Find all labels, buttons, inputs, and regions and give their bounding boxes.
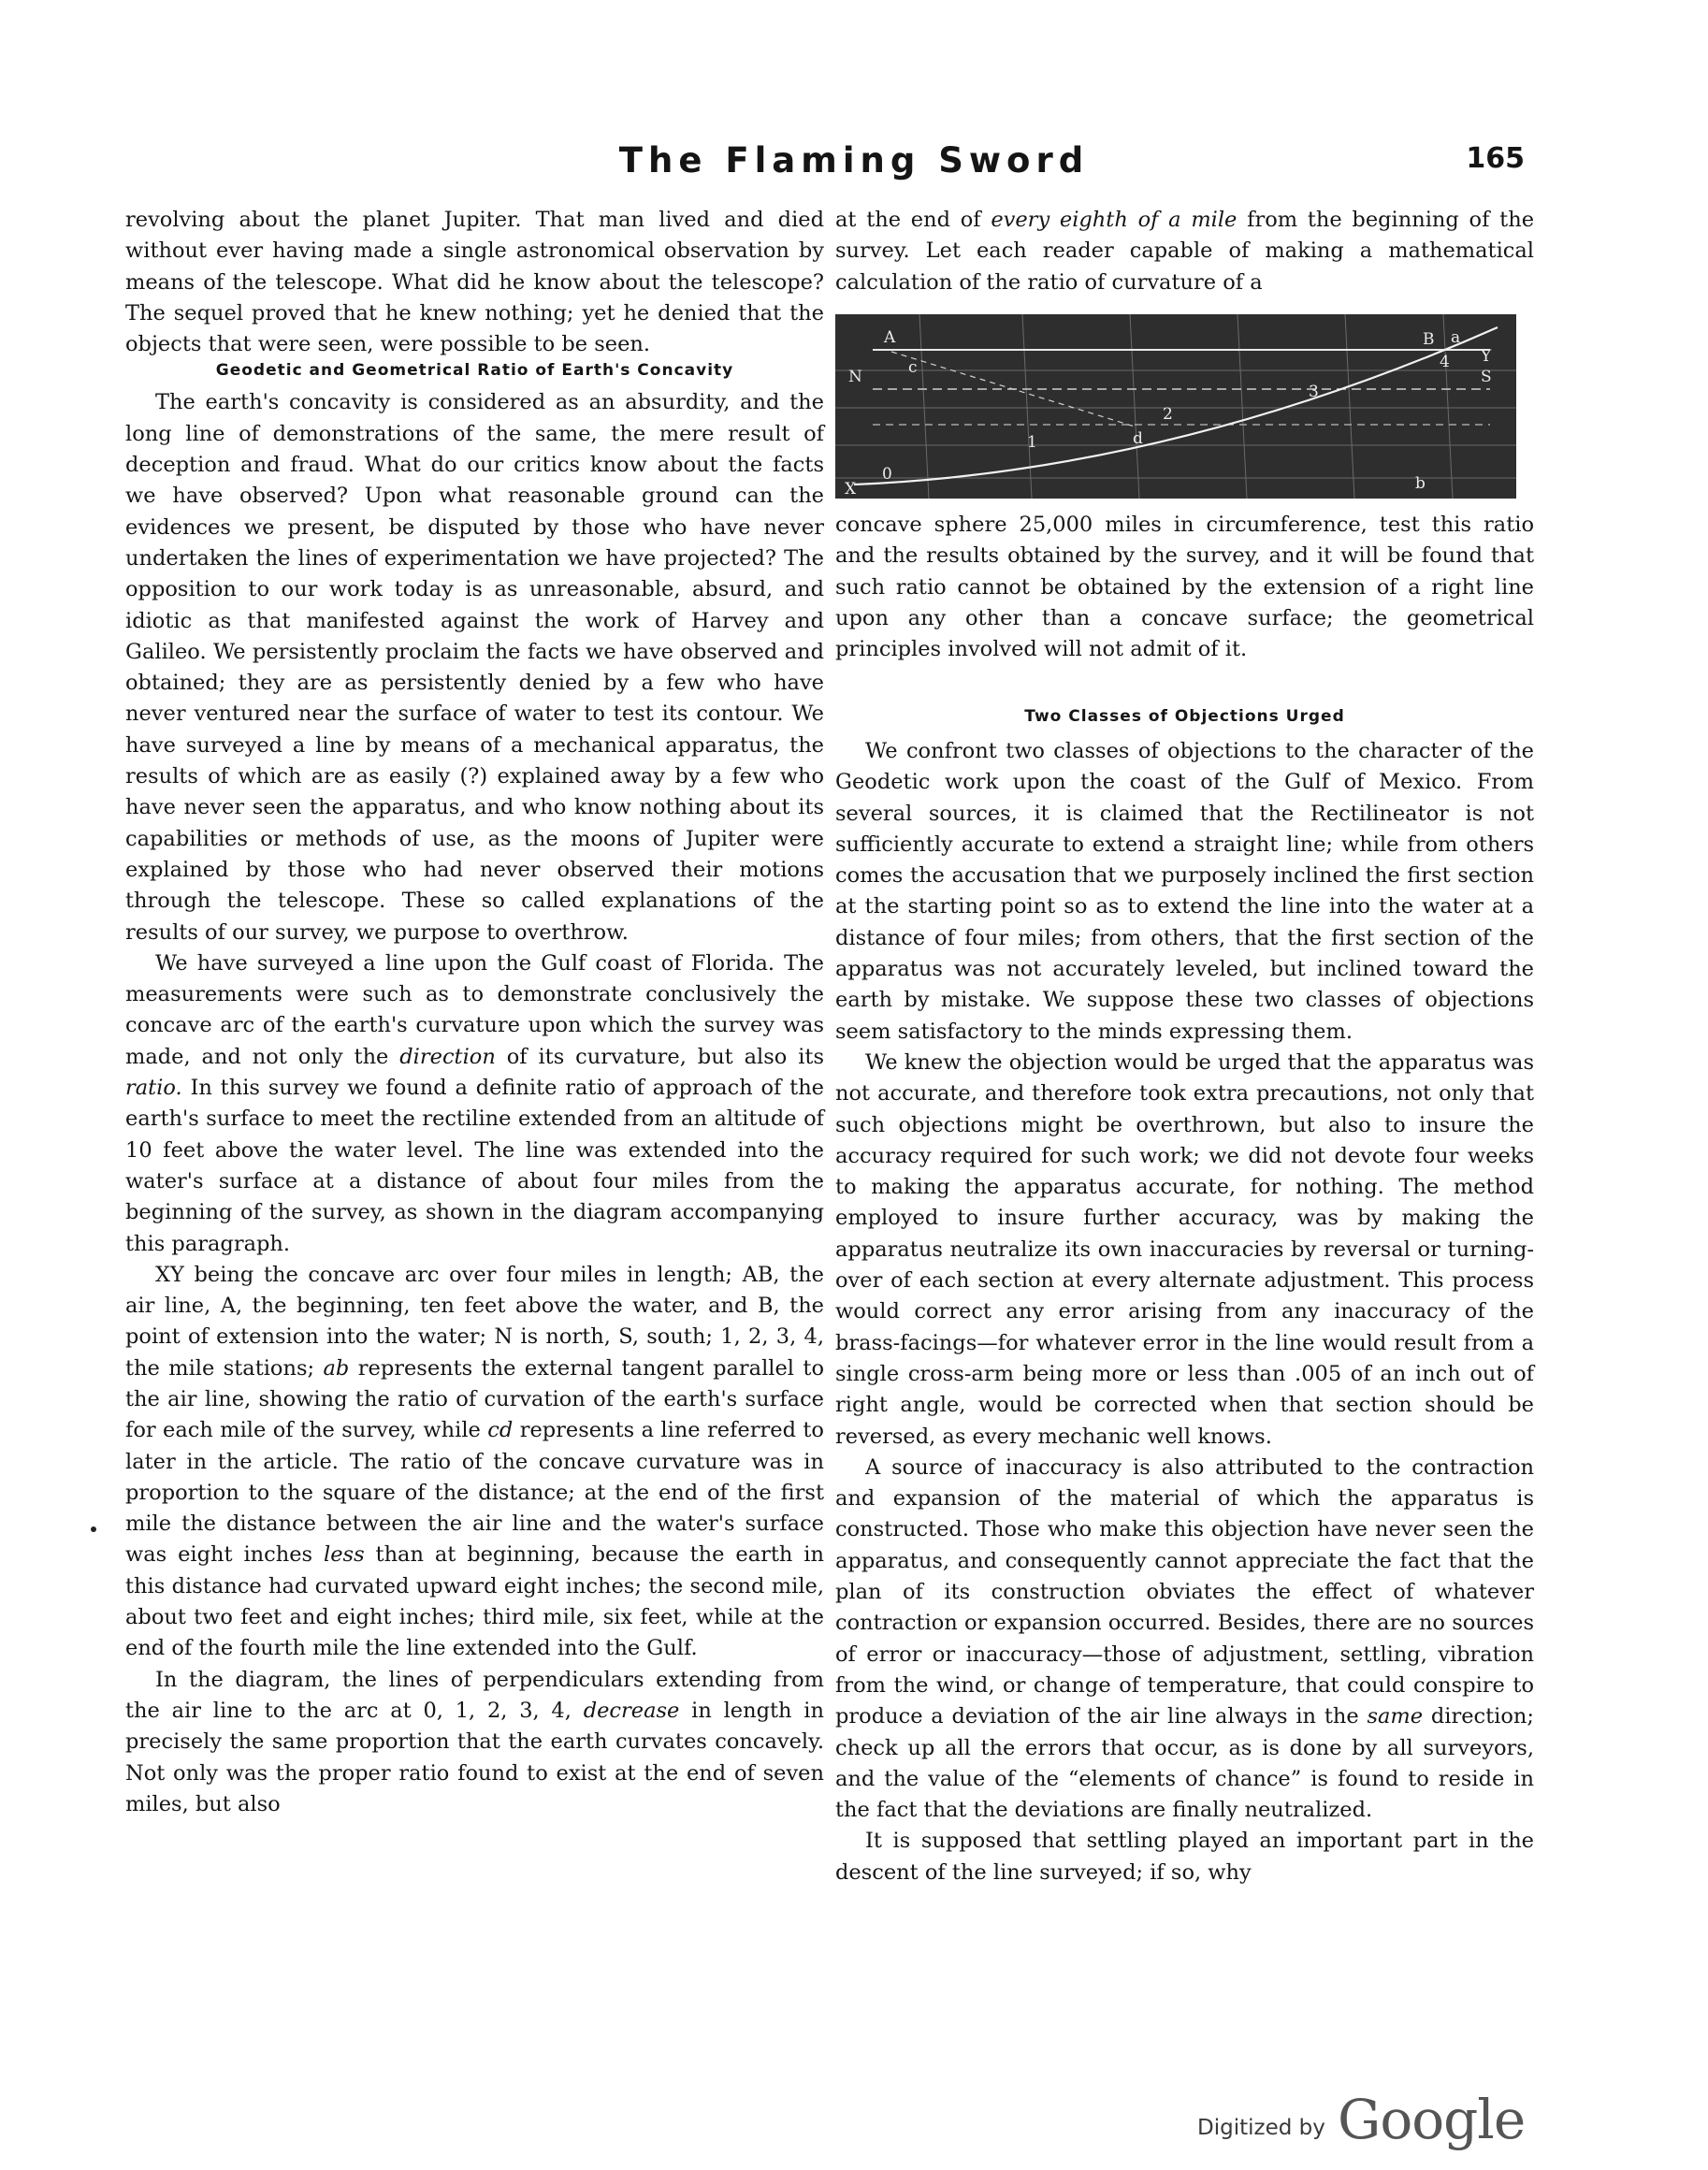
label-b-small: b bbox=[1415, 474, 1426, 493]
left-paragraph-4: In the diagram, the lines of perpendiculars extending from the air line to the arc at 0, 1, 2, 3, 4, decrease in length in precisely the same proportion that the earth curvates concavely. Not only was the proper ratio found to exist at the end of seven miles, but also bbox=[125, 1667, 824, 1816]
digitized-by-label: Digitized by bbox=[1197, 2116, 1325, 2140]
left-intro-paragraph: revolving about the planet Jupiter. That man lived and died without ever having made a single astronomical observation by means of the telescope. What did he know about the telescope? The sequel proved that he knew nothing; yet he denied that the objects that were seen, were possible to be seen. bbox=[125, 208, 824, 357]
label-y: Y bbox=[1481, 347, 1492, 366]
right-paragraph-4: It is supposed that settling played an important part in the descent of the line surveyed; if so, why bbox=[835, 1829, 1534, 1885]
section-heading-concavity: Geodetic and Geometrical Ratio of Earth's Concavity bbox=[215, 361, 734, 381]
right-column-bottom bbox=[835, 699, 1534, 1888]
survey-diagram bbox=[835, 314, 1516, 499]
right-paragraph-1: We confront two classes of objections to the character of the Geodetic work upon the coast of the Gulf of Mexico. From several sources, it is claimed that the Rectilineator is not sufficiently accurate to extend a straight line; while from others comes the accusation that we purposely inclined the first section at the starting point so as to extend the line into the water at a distance of four miles; from others, that the first section of the apparatus was not accurately leveled, but inclined toward the earth by mistake. We suppose these two classes of objections seem satisfactory to the minds expressing them. bbox=[835, 739, 1534, 1044]
label-a: A bbox=[884, 328, 896, 347]
label-a-small: a bbox=[1451, 328, 1461, 347]
left-paragraph-3: XY being the concave arc over four miles in length; AB, the air line, A, the beginning, ten feet above the water, and B, the point of extension into the water; N is north, S, south; 1, 2, 3, 4, the mile stations; ab represents the external tangent parallel to the air line, showing the ratio of curvation of the earth's surface for each mile of the survey, while cd represents a line referred to later in the article. The ratio of the concave curvature was in proportion to the square of the distance; at the end of the first mile the distance between the air line and the water's surface was eight inches less than at beginning, because the earth in this distance had curvated upward eight inches; the second mile, about two feet and eight inches; third mile, six feet, while at the end of the fourth mile the line extended into the Gulf. bbox=[125, 1262, 824, 1661]
right-paragraph-2: We knew the objection would be urged that the apparatus was not accurate, and therefore took extra precautions, not only that such objections might be overthrown, but also to insure the accuracy required for such work; we did not devote four weeks to making the apparatus accurate, for nothing. The method employed to insure further accuracy, was by making the apparatus neutralize its own inaccuracies by reversal or turning-over of each section at every alternate adjustment. This process would correct any error arising from any inaccuracy of the brass-facings—for whatever error in the line would result from a single cross-arm being more or less than .005 of an inch out of right angle, would be corrected when that section should be reversed, as every mechanic well knows. bbox=[835, 1049, 1534, 1449]
left-column bbox=[125, 205, 824, 1820]
label-three: 3 bbox=[1309, 383, 1319, 401]
right-column-top bbox=[835, 205, 1534, 298]
label-n: N bbox=[848, 368, 862, 386]
digitized-watermark bbox=[1197, 2088, 1534, 2151]
label-zero: 0 bbox=[882, 465, 892, 484]
right-column-mid bbox=[835, 510, 1534, 665]
right-top-paragraph: at the end of every eighth of a mile from the beginning of the survey. Let each reader capable of making a mathematical calculation of the ratio of curvature of a bbox=[835, 208, 1535, 295]
label-one: 1 bbox=[1027, 433, 1037, 452]
running-head-title: The Flaming Sword bbox=[618, 140, 1090, 181]
survey-diagram-svg bbox=[835, 314, 1516, 499]
left-paragraph-1: The earth's concavity is considered as an absurdity, and the long line of demonstrations of the same, the mere result of deception and fraud. What do our critics know about the facts we have observed? Upon what reasonable ground can the evidences we present, be disputed by those who have never undertaken the lines of experimentation we have projected? The opposition to our work today is as unreasonable, absurd, and idiotic as that manifested against the work of Harvey and Galileo. We persistently proclaim the facts we have observed and obtained; they are as persistently denied by a few who have never ventured near the surface of water to test its contour. We have surveyed a line by means of a mechanical apparatus, the results of which are as easily (?) explained away by a few who have never seen the apparatus, and who know nothing about its capabilities or methods of use, as the moons of Jupiter were explained by those who had never observed their motions through the telescope. These so called explanations of the results of our survey, we purpose to overthrow. bbox=[125, 390, 824, 945]
label-x: X bbox=[845, 480, 857, 499]
right-mid-paragraph: concave sphere 25,000 miles in circumference, test this ratio and the results obtained by the survey, and it will be found that such ratio cannot be obtained by the extension of a right line upon any other than a concave surface; the geometrical principles involved will not admit of it. bbox=[835, 513, 1534, 662]
margin-mark bbox=[91, 1526, 96, 1532]
label-s: S bbox=[1481, 368, 1492, 386]
google-logo: Google bbox=[1338, 2088, 1526, 2151]
label-two: 2 bbox=[1163, 405, 1173, 424]
label-b: B bbox=[1423, 330, 1435, 349]
right-paragraph-3: A source of inaccuracy is also attributed to the contraction and expansion of the material of which the apparatus is constructed. Those who make this objection have never seen the apparatus, and consequently cannot appreciate the fact that the plan of its construction obviates the effect of whatever contraction or expansion occurred. Besides, there are no sources of error or inaccuracy—those of adjustment, settling, vibration from the wind, or change of temperature, that could conspire to produce a deviation of the air line always in the same direction; check up all the errors that occur, as is done by all surveyors, and the value of the “elements of chance” is found to reside in the fact that the deviations are finally neutralized. bbox=[835, 1454, 1534, 1823]
diagram-background bbox=[835, 314, 1516, 499]
label-four: 4 bbox=[1440, 353, 1450, 371]
page-number: 165 bbox=[1466, 142, 1525, 175]
label-d: d bbox=[1133, 429, 1143, 448]
label-c: c bbox=[908, 358, 918, 377]
left-paragraph-2: We have surveyed a line upon the Gulf coast of Florida. The measurements were such as to demonstrate conclusively the concave arc of the earth's curvature upon which the survey was made, and not only the direction of its curvature, but also its ratio. In this survey we found a definite ratio of approach of the earth's surface to meet the rectiline extended from an altitude of 10 feet above the water level. The line was extended into the water's surface at a distance of about four miles from the beginning of the survey, as shown in the diagram accompanying this paragraph. bbox=[125, 950, 825, 1256]
section-heading-objections: Two Classes of Objections Urged bbox=[1024, 707, 1345, 726]
